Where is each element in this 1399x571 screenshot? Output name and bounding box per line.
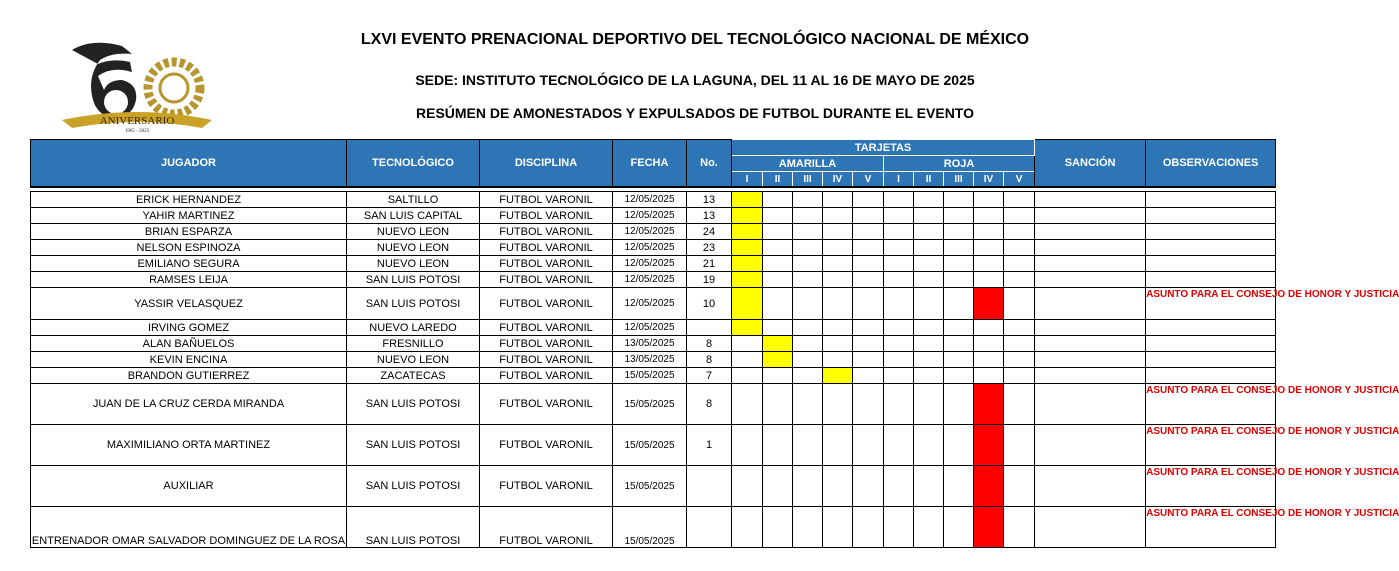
- table-row: [31, 256, 1276, 272]
- table-body: [31, 187, 1399, 548]
- yellow-card-4: [823, 507, 853, 548]
- yellow-card-1: [732, 425, 763, 466]
- red-card-5: [1004, 425, 1035, 466]
- red-card-3: [944, 224, 974, 240]
- jersey-number: 7: [687, 368, 732, 384]
- match-date: 12/05/2025: [613, 240, 687, 256]
- observation: [1146, 368, 1276, 384]
- observation: ASUNTO PARA EL CONSEJO DE HONOR Y JUSTICIA: [1146, 288, 1276, 320]
- red-card-3: [944, 352, 974, 368]
- red-card-4: [974, 192, 1004, 208]
- col-observaciones: OBSERVACIONES: [1146, 140, 1276, 188]
- yellow-card-1: [732, 336, 763, 352]
- yellow-card-1: [732, 192, 763, 208]
- sanction: [1035, 466, 1146, 507]
- yellow-card-2: [763, 192, 793, 208]
- yellow-card-2: [763, 272, 793, 288]
- yellow-card-2: [763, 336, 793, 352]
- red-card-3: [944, 368, 974, 384]
- yellow-card-5: [853, 336, 884, 352]
- yellow-card-5: [853, 466, 884, 507]
- player-name: ENTRENADOR OMAR SALVADOR DOMINGUEZ DE LA ROSA: [31, 507, 347, 548]
- yellow-card-3: [793, 368, 823, 384]
- match-date: 12/05/2025: [613, 208, 687, 224]
- yellow-card-5: [853, 288, 884, 320]
- red-card-2: [914, 192, 944, 208]
- yellow-card-2: [763, 368, 793, 384]
- red-card-4: [974, 320, 1004, 336]
- match-date: 12/05/2025: [613, 288, 687, 320]
- red-card-4: [974, 336, 1004, 352]
- institute: SAN LUIS POTOSI: [347, 425, 480, 466]
- col-amarilla: AMARILLA: [732, 156, 884, 172]
- red-card-2: [914, 240, 944, 256]
- red-card-1: [884, 352, 914, 368]
- yellow-card-2: [763, 320, 793, 336]
- col-roja: ROJA: [884, 156, 1035, 172]
- red-card-4: [974, 352, 1004, 368]
- yellow-card-4: [823, 240, 853, 256]
- red-card-3: [944, 256, 974, 272]
- institute: SALTILLO: [347, 192, 480, 208]
- red-card-5: [1004, 352, 1035, 368]
- red-card-4: [974, 466, 1004, 507]
- col-amarilla-1: I: [732, 172, 763, 188]
- col-roja-5: V: [1004, 172, 1035, 188]
- red-card-4: [974, 208, 1004, 224]
- player-name: NELSON ESPINOZA: [31, 240, 347, 256]
- sanction: [1035, 384, 1146, 425]
- player-name: MAXIMILIANO ORTA MARTINEZ: [31, 425, 347, 466]
- match-date: 15/05/2025: [613, 425, 687, 466]
- yellow-card-3: [793, 507, 823, 548]
- discipline: FUTBOL VARONIL: [480, 208, 613, 224]
- yellow-card-1: [732, 272, 763, 288]
- yellow-card-5: [853, 384, 884, 425]
- red-card-1: [884, 507, 914, 548]
- player-name: KEVIN ENCINA: [31, 352, 347, 368]
- svg-text:1965 - 2025: 1965 - 2025: [124, 129, 150, 134]
- red-card-5: [1004, 192, 1035, 208]
- svg-text:ANIVERSARIO: ANIVERSARIO: [99, 115, 175, 127]
- red-card-5: [1004, 507, 1035, 548]
- discipline: FUTBOL VARONIL: [480, 272, 613, 288]
- red-card-3: [944, 192, 974, 208]
- col-amarilla-4: IV: [823, 172, 853, 188]
- player-name: IRVING GOMEZ: [31, 320, 347, 336]
- red-card-3: [944, 384, 974, 425]
- red-card-1: [884, 320, 914, 336]
- player-name: AUXILIAR: [31, 466, 347, 507]
- jersey-number: 23: [687, 240, 732, 256]
- sanction: [1035, 208, 1146, 224]
- yellow-card-3: [793, 256, 823, 272]
- discipline: FUTBOL VARONIL: [480, 288, 613, 320]
- yellow-card-2: [763, 256, 793, 272]
- discipline: FUTBOL VARONIL: [480, 368, 613, 384]
- observation: [1146, 352, 1276, 368]
- institute: NUEVO LEON: [347, 256, 480, 272]
- red-card-2: [914, 272, 944, 288]
- discipline: FUTBOL VARONIL: [480, 240, 613, 256]
- match-date: 13/05/2025: [613, 352, 687, 368]
- yellow-card-3: [793, 336, 823, 352]
- yellow-card-5: [853, 272, 884, 288]
- red-card-4: [974, 240, 1004, 256]
- red-card-1: [884, 368, 914, 384]
- col-jugador: JUGADOR: [31, 140, 347, 188]
- yellow-card-2: [763, 507, 793, 548]
- observation: [1146, 240, 1276, 256]
- red-card-2: [914, 384, 944, 425]
- col-roja-3: III: [944, 172, 974, 188]
- table-row: [31, 192, 1276, 208]
- sanction: [1035, 425, 1146, 466]
- yellow-card-3: [793, 320, 823, 336]
- col-amarilla-5: V: [853, 172, 884, 188]
- yellow-card-3: [793, 240, 823, 256]
- discipline: FUTBOL VARONIL: [480, 384, 613, 425]
- red-card-1: [884, 224, 914, 240]
- col-tecnologico: TECNOLÓGICO: [347, 140, 480, 188]
- sanction: [1035, 336, 1146, 352]
- col-disciplina: DISCIPLINA: [480, 140, 613, 188]
- red-card-1: [884, 240, 914, 256]
- red-card-5: [1004, 384, 1035, 425]
- institute: NUEVO LAREDO: [347, 320, 480, 336]
- red-card-2: [914, 352, 944, 368]
- yellow-card-3: [793, 192, 823, 208]
- discipline: FUTBOL VARONIL: [480, 466, 613, 507]
- yellow-card-1: [732, 288, 763, 320]
- red-card-4: [974, 425, 1004, 466]
- match-date: 12/05/2025: [613, 224, 687, 240]
- institute: NUEVO LEON: [347, 352, 480, 368]
- discipline: FUTBOL VARONIL: [480, 256, 613, 272]
- institute: NUEVO LEON: [347, 224, 480, 240]
- col-fecha: FECHA: [613, 140, 687, 188]
- discipline: FUTBOL VARONIL: [480, 224, 613, 240]
- yellow-card-1: [732, 208, 763, 224]
- red-card-5: [1004, 240, 1035, 256]
- yellow-card-2: [763, 352, 793, 368]
- yellow-card-4: [823, 466, 853, 507]
- red-card-2: [914, 336, 944, 352]
- yellow-card-4: [823, 272, 853, 288]
- red-card-1: [884, 288, 914, 320]
- sanction: [1035, 256, 1146, 272]
- yellow-card-5: [853, 208, 884, 224]
- red-card-3: [944, 320, 974, 336]
- table-row: [31, 208, 1276, 224]
- observation: [1146, 336, 1276, 352]
- yellow-card-3: [793, 384, 823, 425]
- red-card-4: [974, 507, 1004, 548]
- observation: [1146, 320, 1276, 336]
- col-tarjetas: TARJETAS: [732, 140, 1035, 156]
- red-card-2: [914, 288, 944, 320]
- red-card-2: [914, 208, 944, 224]
- yellow-card-2: [763, 384, 793, 425]
- yellow-card-4: [823, 368, 853, 384]
- player-name: ERICK HERNANDEZ: [31, 192, 347, 208]
- match-date: 12/05/2025: [613, 192, 687, 208]
- match-date: 15/05/2025: [613, 368, 687, 384]
- yellow-card-5: [853, 507, 884, 548]
- observation: [1146, 256, 1276, 272]
- yellow-card-2: [763, 288, 793, 320]
- yellow-card-3: [793, 466, 823, 507]
- yellow-card-2: [763, 425, 793, 466]
- yellow-card-1: [732, 240, 763, 256]
- yellow-card-3: [793, 224, 823, 240]
- red-card-2: [914, 507, 944, 548]
- yellow-card-1: [732, 507, 763, 548]
- sanction: [1035, 320, 1146, 336]
- red-card-2: [914, 368, 944, 384]
- match-date: 12/05/2025: [613, 272, 687, 288]
- yellow-card-5: [853, 368, 884, 384]
- yellow-card-5: [853, 352, 884, 368]
- player-name: YAHIR MARTINEZ: [31, 208, 347, 224]
- yellow-card-4: [823, 192, 853, 208]
- jersey-number: 8: [687, 384, 732, 425]
- discipline: FUTBOL VARONIL: [480, 352, 613, 368]
- red-card-5: [1004, 272, 1035, 288]
- table-row: [31, 507, 1276, 548]
- red-card-2: [914, 466, 944, 507]
- institute: SAN LUIS POTOSI: [347, 466, 480, 507]
- sanctions-table: [30, 139, 1399, 548]
- red-card-5: [1004, 336, 1035, 352]
- table-row: [31, 336, 1276, 352]
- col-numero: No.: [687, 140, 732, 188]
- yellow-card-5: [853, 425, 884, 466]
- red-card-2: [914, 425, 944, 466]
- table-row: [31, 320, 1276, 336]
- sanction: [1035, 240, 1146, 256]
- red-card-3: [944, 507, 974, 548]
- sanction: [1035, 368, 1146, 384]
- red-card-1: [884, 466, 914, 507]
- discipline: FUTBOL VARONIL: [480, 336, 613, 352]
- red-card-2: [914, 320, 944, 336]
- institute: NUEVO LEON: [347, 240, 480, 256]
- player-name: BRANDON GUTIERREZ: [31, 368, 347, 384]
- observation: ASUNTO PARA EL CONSEJO DE HONOR Y JUSTICIA: [1146, 507, 1276, 548]
- sanction: [1035, 272, 1146, 288]
- jersey-number: 1: [687, 425, 732, 466]
- yellow-card-4: [823, 208, 853, 224]
- red-card-4: [974, 224, 1004, 240]
- yellow-card-4: [823, 320, 853, 336]
- yellow-card-4: [823, 256, 853, 272]
- table-row: [31, 384, 1276, 425]
- yellow-card-2: [763, 240, 793, 256]
- red-card-1: [884, 336, 914, 352]
- yellow-card-5: [853, 240, 884, 256]
- observation: ASUNTO PARA EL CONSEJO DE HONOR Y JUSTICIA: [1146, 466, 1276, 507]
- observation: ASUNTO PARA EL CONSEJO DE HONOR Y JUSTICIA: [1146, 425, 1276, 466]
- jersey-number: [687, 320, 732, 336]
- jersey-number: 21: [687, 256, 732, 272]
- jersey-number: 19: [687, 272, 732, 288]
- yellow-card-4: [823, 224, 853, 240]
- yellow-card-3: [793, 272, 823, 288]
- red-card-1: [884, 384, 914, 425]
- sanction: [1035, 507, 1146, 548]
- table-row: [31, 224, 1276, 240]
- yellow-card-5: [853, 256, 884, 272]
- col-roja-4: IV: [974, 172, 1004, 188]
- yellow-card-1: [732, 320, 763, 336]
- red-card-4: [974, 384, 1004, 425]
- yellow-card-1: [732, 224, 763, 240]
- yellow-card-4: [823, 288, 853, 320]
- red-card-5: [1004, 256, 1035, 272]
- red-card-5: [1004, 466, 1035, 507]
- discipline: FUTBOL VARONIL: [480, 507, 613, 548]
- jersey-number: [687, 466, 732, 507]
- red-card-3: [944, 466, 974, 507]
- red-card-1: [884, 256, 914, 272]
- red-card-4: [974, 272, 1004, 288]
- sanction: [1035, 288, 1146, 320]
- yellow-card-5: [853, 192, 884, 208]
- red-card-1: [884, 272, 914, 288]
- yellow-card-4: [823, 336, 853, 352]
- jersey-number: 8: [687, 336, 732, 352]
- sanction: [1035, 352, 1146, 368]
- observation: [1146, 224, 1276, 240]
- table-row: [31, 425, 1276, 466]
- player-name: EMILIANO SEGURA: [31, 256, 347, 272]
- red-card-3: [944, 425, 974, 466]
- match-date: 12/05/2025: [613, 256, 687, 272]
- institute: SAN LUIS POTOSI: [347, 288, 480, 320]
- red-card-4: [974, 256, 1004, 272]
- discipline: FUTBOL VARONIL: [480, 192, 613, 208]
- red-card-4: [974, 288, 1004, 320]
- jersey-number: 10: [687, 288, 732, 320]
- yellow-card-4: [823, 352, 853, 368]
- yellow-card-5: [853, 320, 884, 336]
- player-name: RAMSES LEIJA: [31, 272, 347, 288]
- red-card-5: [1004, 224, 1035, 240]
- red-card-1: [884, 208, 914, 224]
- yellow-card-1: [732, 384, 763, 425]
- red-card-3: [944, 288, 974, 320]
- table-row: [31, 352, 1276, 368]
- table-row: [31, 368, 1276, 384]
- match-date: 12/05/2025: [613, 320, 687, 336]
- event-venue: SEDE: INSTITUTO TECNOLÓGICO DE LA LAGUNA, DEL 11 AL 16 DE MAYO DE 2025: [415, 72, 975, 88]
- yellow-card-3: [793, 425, 823, 466]
- jersey-number: 13: [687, 192, 732, 208]
- table-row: [31, 466, 1276, 507]
- match-date: 13/05/2025: [613, 336, 687, 352]
- table-row: [31, 288, 1276, 320]
- match-date: 15/05/2025: [613, 466, 687, 507]
- yellow-card-2: [763, 208, 793, 224]
- discipline: FUTBOL VARONIL: [480, 425, 613, 466]
- observation: [1146, 208, 1276, 224]
- jersey-number: 13: [687, 208, 732, 224]
- red-card-1: [884, 425, 914, 466]
- discipline: FUTBOL VARONIL: [480, 320, 613, 336]
- player-name: BRIAN ESPARZA: [31, 224, 347, 240]
- yellow-card-1: [732, 352, 763, 368]
- observation: [1146, 192, 1276, 208]
- yellow-card-2: [763, 224, 793, 240]
- yellow-card-1: [732, 256, 763, 272]
- table-row: [31, 272, 1276, 288]
- red-card-3: [944, 208, 974, 224]
- sanction: [1035, 192, 1146, 208]
- yellow-card-3: [793, 288, 823, 320]
- yellow-card-4: [823, 425, 853, 466]
- red-card-2: [914, 256, 944, 272]
- institute: SAN LUIS CAPITAL: [347, 208, 480, 224]
- match-date: 15/05/2025: [613, 384, 687, 425]
- col-amarilla-3: III: [793, 172, 823, 188]
- institute: ZACATECAS: [347, 368, 480, 384]
- report-subtitle: RESÚMEN DE AMONESTADOS Y EXPULSADOS DE FUTBOL DURANTE EL EVENTO: [416, 105, 974, 121]
- observation: ASUNTO PARA EL CONSEJO DE HONOR Y JUSTICIA: [1146, 384, 1276, 425]
- player-name: JUAN DE LA CRUZ CERDA MIRANDA: [31, 384, 347, 425]
- red-card-4: [974, 368, 1004, 384]
- institute: SAN LUIS POTOSI: [347, 384, 480, 425]
- observation: [1146, 272, 1276, 288]
- player-name: ALAN BAÑUELOS: [31, 336, 347, 352]
- institute: SAN LUIS POTOSI: [347, 272, 480, 288]
- jersey-number: 8: [687, 352, 732, 368]
- page-title: LXVI EVENTO PRENACIONAL DEPORTIVO DEL TECNOLÓGICO NACIONAL DE MÉXICO: [360, 31, 1030, 48]
- red-card-5: [1004, 320, 1035, 336]
- red-card-5: [1004, 208, 1035, 224]
- institute: FRESNILLO: [347, 336, 480, 352]
- match-date: 15/05/2025: [613, 507, 687, 548]
- yellow-card-3: [793, 208, 823, 224]
- red-card-5: [1004, 288, 1035, 320]
- col-sancion: SANCIÓN: [1035, 140, 1146, 188]
- table-row: [31, 240, 1276, 256]
- red-card-2: [914, 224, 944, 240]
- red-card-3: [944, 272, 974, 288]
- institute: SAN LUIS POTOSI: [347, 507, 480, 548]
- yellow-card-5: [853, 224, 884, 240]
- col-roja-2: II: [914, 172, 944, 188]
- jersey-number: 24: [687, 224, 732, 240]
- yellow-card-3: [793, 352, 823, 368]
- red-card-5: [1004, 368, 1035, 384]
- yellow-card-4: [823, 384, 853, 425]
- red-card-3: [944, 336, 974, 352]
- player-name: YASSIR VELASQUEZ: [31, 288, 347, 320]
- sanction: [1035, 224, 1146, 240]
- yellow-card-2: [763, 466, 793, 507]
- yellow-card-1: [732, 368, 763, 384]
- col-roja-1: I: [884, 172, 914, 188]
- jersey-number: [687, 507, 732, 548]
- red-card-1: [884, 192, 914, 208]
- red-card-3: [944, 240, 974, 256]
- anniversary-logo: [52, 36, 222, 132]
- yellow-card-1: [732, 466, 763, 507]
- col-amarilla-2: II: [763, 172, 793, 188]
